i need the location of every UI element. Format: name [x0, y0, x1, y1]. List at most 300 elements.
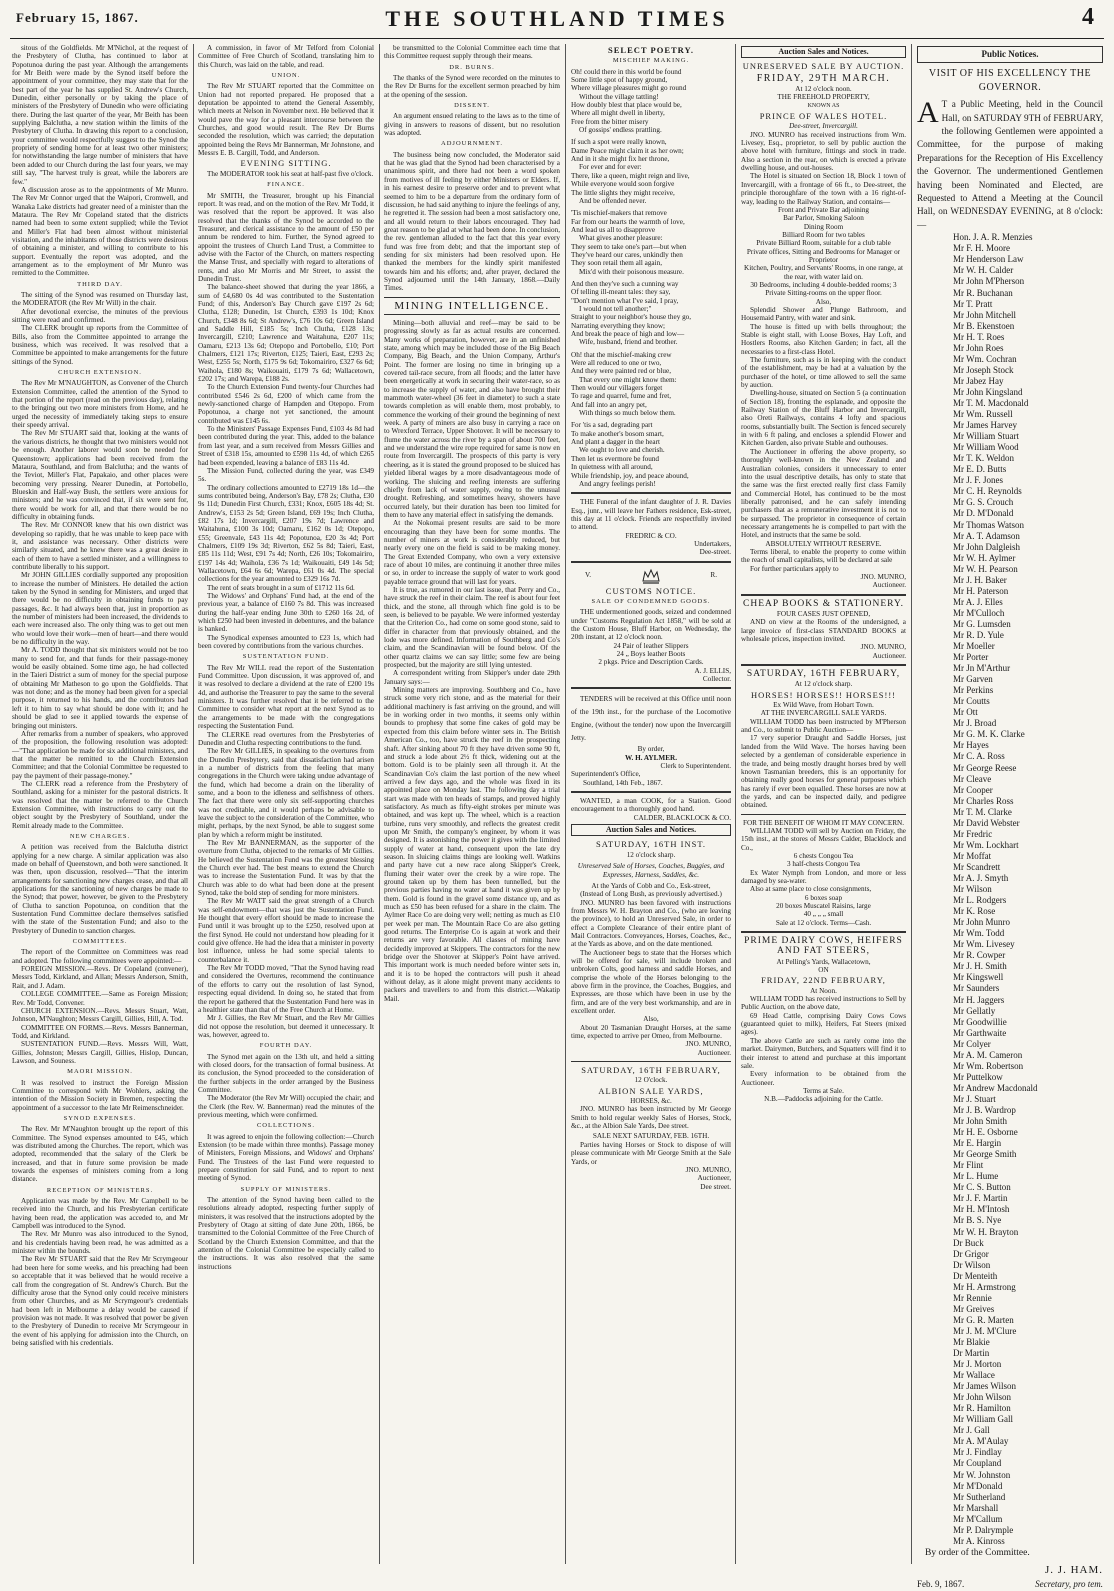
auction-also: Also, [643, 1015, 659, 1024]
room-item: Billiard Room for two tables [782, 230, 865, 239]
committee-member: Mr D. M'Donald [953, 508, 1014, 519]
cattle-body: WILLIAM TODD has received instructions to Sell by Public Auction, on the above date, [741, 995, 906, 1012]
paragraph: The Synodical expenses amounted to £23 1s, which had been covered by contributions from the various churches. [198, 633, 374, 651]
section-heading: RECEPTION OF MINISTERS. [46, 1186, 154, 1194]
paragraph: The Mission Fund, collected during the year, was £349 5s. [198, 466, 374, 484]
paragraph-group [12, 1125, 188, 1183]
paragraph: Mr SMITH, the Treasurer, brought up his Financial report. It was read, and on the motion of the Rev. Mr Todd, it was resolved that the report be approved. It was also resolved that the thanks of the Synod be accorded to the Treasurer, and clerical assistance to the amount of £50 per annum be rendered to him. Further, the Synod agreed to appoint the trustees of Church Land Trust, a Committee to advise with the Factor of the Church, on matters respecting the Manse Trust, and specially with regard to alterations of rents, and also Mr Morris and Mr Street, to assist the Dunedin Trust. [198, 191, 374, 283]
committee-member: Mr M'Donald [953, 1480, 1003, 1491]
committee-member: Mr A. J. Elles [953, 596, 1003, 607]
poem-line: And in it she might fix her throne, [571, 155, 670, 164]
paragraph-group [198, 82, 374, 157]
paragraph-group [12, 379, 188, 830]
committee-member: Mr T. Pratt [953, 298, 993, 309]
committee-member: Dr Wilson [953, 1259, 991, 1270]
poem-line: Where village pleasures might go round [571, 84, 687, 93]
paragraph: Mr J. Gillies, the Rev Mr Stuart, and the Rev Mr Gillies did not oppose the resolution, but deemed it unnecessary. It was, however, agreed to. [198, 1014, 374, 1039]
hotel-name: PRINCE OF WALES HOTEL. [759, 111, 888, 122]
customs-item: 24 Pair of leather Slippers [613, 641, 689, 650]
poem-line: And be offended never. [579, 196, 647, 205]
paragraph: A commission, in favor of Mr Telford from Colonial Committee of Free Church of Scotland, translating him to this Church, was laid on the table, and read. [198, 44, 374, 69]
section-heading: SELECT POETRY. [608, 45, 694, 55]
committee-member: Mr Moffat [953, 850, 992, 861]
committee-member: Mr Wm. Livesey [953, 939, 1015, 950]
poem-line: Far from our hearts the warmth of love, [571, 217, 685, 226]
section-heading: FINANCE. [267, 181, 305, 189]
sale-body: JNO. MUNRO has received instructions from Wm. Livesey, Esq., proprietor, to sell by public auction the above hotel with furniture, fittings and stock in trade. Also a section in the rear, on which is erected a private dwelling house, and out-houses. [741, 130, 906, 173]
poem-line: Were all reduced to one or two, [571, 359, 662, 368]
auction-subject: HORSES, &c. [630, 1097, 672, 1106]
paragraph: The CLERKE read overtures from the Presbyteries of Dunedin and Clutha respecting contributions to the fund. [198, 730, 374, 747]
committee-member: Mr G. M. K. Clarke [953, 729, 1025, 740]
benefit-item: 6 chests Congou Tea [793, 851, 854, 860]
benefit-body: Also at same place to close consignments, [750, 885, 872, 894]
committee-member: Mr William Stuart [953, 431, 1019, 442]
royal-arms-row [571, 567, 731, 585]
cattle-note: N.B.—Paddocks adjoining for the Cattle. [764, 1095, 883, 1104]
auction-next: SALE NEXT SATURDAY, FEB. 16TH. [592, 1132, 710, 1141]
committee-member: Mr B. Ekenstoen [953, 320, 1015, 331]
column-rule [911, 44, 912, 1564]
committee-member: Mr Scandrett [953, 861, 1001, 872]
poem-line: While everyone would soon forgive [571, 180, 675, 189]
masthead [10, 0, 1104, 40]
paragraph-group [198, 1053, 374, 1120]
committee-member: Mr Fredric [953, 828, 993, 839]
paragraph: The Rev. Mr CONNOR knew that his own district was developing so rapidly, that he was unable to keep pace with it, and assistance was necessary. Other districts were similarly situated, and he knew there was a great desire in each of them to have a settled minister, and a willingness to contribute liberally to his support. [12, 521, 188, 571]
paragraph: The CLERK brought up reports from the Committee of Bills, also from the Committee appointed to arrange the business, which was received. It was resolved that a Committee be appointed to make arrangements for the future sittings of the Synod. [12, 324, 188, 366]
poem-line: Dame Peace might claim it as her own; [571, 146, 684, 155]
paragraph: The Rev. Mr M'Naughton brought up the report of this Committee. The Synod expenses amounted to £45, which was distributed among the Churches. The report, which was adopted, recommended that the salary of the Clerk be increased, and that in future some provision be made towards the expenses of ministers coming from a long distance. [12, 1125, 188, 1184]
committee-member: Mr C. A. Ross [953, 751, 1005, 762]
poem-line: They seem to take one's part—but when [571, 242, 687, 251]
auction-time: 12 o'clock sharp. [626, 850, 676, 859]
committee-member: Mr David Webster [953, 817, 1020, 828]
paragraph: The Rev Mr STUART said that, looking at the wants of the various districts, he thought that two ministers would not be enough. Another laborer would soon be needed for Queenstown; applications had been received from the Mataura, Southland, and from Balclutha; and the wants of the Teviot, Miller's Flat, Papakaio, and other places were becoming very pressing. Nearer Dunedin, at Portobello, Blueskin and Half-way Bush, the settlers were anxious for ministers; and he was convinced that, if six were sent for, there would be work for all, and that there would be no difficulty in obtaining funds. [12, 429, 188, 521]
hotel-location: Dee-street, Invercargill. [789, 122, 858, 131]
poem-line: And lead us all to disapprove [571, 225, 656, 234]
poem-line: And break the peace of high and low— [571, 330, 685, 338]
committee-member: Mr J. Gall [953, 1425, 990, 1436]
customs-body: THE undermentioned goods, seized and condemned under "Customs Regulation Act 1858," will be sold at the Custom House, Bluff Harbor, on Wednesday, the 20th instant, at 12 o'clock noon. [571, 608, 731, 642]
poem-line: To make another's bosom smart, [571, 429, 664, 438]
sale-reserve: ABSOLUTELY WITHOUT RESERVE. [765, 539, 882, 548]
committee-member: Mr J. M. M'Clure [953, 1325, 1017, 1336]
benefit-items [741, 894, 906, 919]
committee-member: Mr F. H. Moore [953, 243, 1011, 254]
paragraph: An argument ensued relating to the laws as to the time of giving in answers to reasons of dissent, but no resolution was adopted. [384, 112, 560, 138]
cattle-heading: PRIME DAIRY COWS, HEIFERS [744, 936, 903, 947]
paragraph: FOREIGN MISSION.—Revs. Dr Copeland (convener), Messrs Todd, Kirkland, and Allan; Messrs Anderson, Smith, Rait, and J. Adam. [12, 965, 188, 990]
committee-member: Mr B. S. Nye [953, 1215, 1002, 1226]
paragraph-group [12, 1197, 188, 1347]
committee-member: Mr Thomas Watson [953, 519, 1024, 530]
committee-member: Mr John Kingsland [953, 386, 1023, 397]
sale-known: KNOWN AS [807, 102, 840, 109]
committee-member: Mr L. Hume [953, 1171, 999, 1182]
paragraph: To the Ministers' Passage Expenses Fund, £103 4s 8d had been contributed during the year. This, added to the balance from last year, and a sum received from Messrs Gillies and Street of £318 15s, amounted to £598 11s 4d, of which £265 had been expended, leaving a balance of £83 11s 4d. [198, 425, 374, 467]
notice-body-text: T a Public Meeting, held in the Council Hall, on SATURDAY 9TH of FEBRUARY, the following Gentlemen were appointed a Committee, for the purpose of making Preparations for the Reception of His Excellency the Governor. The undermentioned Gentlemen having been Nominated and Elected, are Requested to Attend a Meeting at the Council Hall, on WEDNESDAY EVENING, at 8 o'clock:— [917, 99, 1103, 230]
committee-member: Mr John Wilson [953, 1392, 1011, 1403]
paragraph: The sitting of the Synod was resumed on Thursday last, the MODERATOR (the Rev Mr Will) in the chair. [12, 290, 188, 308]
committee-member: Mr J. Stuart [953, 1093, 996, 1104]
paragraph: At the Nokomai present results are said to be more encouraging than they have been for some months. The number of miners at work is considerably reduced, but nearly every one on the field is said to be making money. The Great Extended Company, who own a very extensive race of about 10 miles, are continuing it another three miles or so, in order to increase the supply of water to work good payable terrace ground that will last for years. [384, 519, 560, 586]
committee-member: Mr Saunders [953, 983, 1000, 994]
benefit-body: Ex Water Nymph from London, and more or less damaged by sea-water. [741, 868, 906, 885]
paragraph-group [12, 44, 188, 278]
room-item: 30 Bedrooms, including 4 double-bedded rooms; 3 Private Sitting-rooms on the upper floor. [750, 280, 897, 298]
committee-member: Mr Wm. Lockhart [953, 839, 1019, 850]
benefit-item: 3 half-chests Congou Tea [786, 860, 861, 869]
committee-member: Mr T. K. Weldon [953, 453, 1015, 464]
room-item: Private Billiard Room, suitable for a club table [756, 239, 891, 248]
committee-member: Hon. J. A. R. Menzies [953, 232, 1033, 243]
column-4 [571, 44, 731, 1564]
benefit-body: WILLIAM TODD will sell by Auction on Friday, the 15th inst., at the stores of Messrs Calder, Blacklock and Co., [741, 826, 906, 852]
committee-member: Mr J. Findlay [953, 1447, 1002, 1458]
paragraph: The Widows' and Orphans' Fund had, at the end of the previous year, a balance of £160 7s 8d. This was increased during the half-year ending June 30th to £260 16s 2d, of which £250 had been invested in debentures, and the balance is banked. [198, 592, 374, 634]
paragraph-group [198, 44, 374, 69]
paragraph: Mining—both alluvial and reef—may be said to be progressing slowly as far as actual results are concerned. Many works of preparation, however, are in an unfinished state, among which may be included those of the Big Beach Company, Big Beach, and the Union Company, Arthur's Point. The former are losing no time in bringing up a covered tail-race secure, from all floods; and the latter have been energetically at work in securing their water-race, so as to increase the supply of water, and also have brought their mammoth water-wheel (36 feet in diameter) to such a state towards completion as will enable them, most probably, to commence the working of their ground the beginning of next week. A party of miners are also busy in carrying a race on to Wrexford Terrace, Upper Shotover. It will be necessary to flume the water across the river by a span of about 700 feet, and we understand the wire rope required for same is now en route from Invercargill. The prospects of this party is very cheering, as it is stated the ground proposed to be sluiced has yielded liberal wages by a more disadvantageous mode of working. The sluicing and reefing interests are suffering chiefly from lack of water supply, owing to the unusual drought. Refreshing, and sometimes heavy, showers have occurred lately, but their duration has been too limited for them to have any material effect in satisfying the demands. [384, 318, 560, 519]
poem-line: They've heard our cares, unkindly then [571, 250, 683, 259]
paragraph-group [198, 1196, 374, 1271]
notice-date: Feb. 9, 1867. [917, 1578, 965, 1589]
poem-line: And plant a dagger in the heart [571, 438, 661, 447]
funeral-signature: Undertakers, [694, 539, 731, 548]
funeral-signature: Dee-street. [699, 548, 731, 557]
auction-date: SATURDAY, 16TH INST. [595, 839, 707, 850]
committee-list [917, 232, 1103, 1547]
committee-member: Mr M'Culloch [953, 607, 1005, 618]
sale-body: Dwelling-house, situated on Section 5 (a continuation of Section 18), fronting the esplanade, and opposite the Railway Station of the Bluff Harbor and Invercargill, also Oreti Railways, contains 4 lofty and spacious rooms, substantially built. The Section is fenced securely in with 6 ft paling, and encloses a splendid Flower and Kitchen Garden, also private Stable and outhouses. [741, 389, 906, 448]
committee-member: Mr Wm. Todd [953, 928, 1005, 939]
committee-member: Mr A. M'Aulay [953, 1436, 1009, 1447]
cattle-time: At Noon. [810, 986, 837, 995]
committee-member: Dr Menteith [953, 1270, 998, 1281]
committee-member: Mr G. R. Marten [953, 1314, 1014, 1325]
customs-heading: CUSTOMS NOTICE. [605, 585, 697, 596]
customs-signature: Collector. [702, 675, 731, 684]
column-6 [917, 44, 1103, 1589]
paragraph: The Rev Mr STUART said that the Rev Mr Scrymgeour had been here for some weeks, and his preaching had been so acceptable that it was believed that he would receive a call from the congregation of St. Andrew's Church. But the difficulty arose that the Synod only could receive ministers from other Churches, and as Mr Scrymgeour's credentials had been left in Melbourne a delay would be caused if provision was not made. It was resolved that power be given to the Presbytery of Dunedin to receive Mr Scrymgeour in the event of his applying for admission into the Church, on being satisfied with his credentials. [12, 1255, 188, 1347]
horses-venue: AT THE INVERCARGILL SALE YARDS. [760, 709, 887, 718]
committee-member: Mr R. D. Yule [953, 629, 1004, 640]
committee-member: Mr Rennie [953, 1292, 992, 1303]
committee-member: Mr Sutherland [953, 1491, 1006, 1502]
committee-member: Mr J. H. Smith [953, 961, 1007, 972]
committee-member: Mr Charles Ross [953, 795, 1014, 806]
paragraph: It was agreed to enjoin the following collection:—Church Extension (to be made within three months). Passage money of Ministers, Foreign Missions, and Widows' and Orphans' Fund. The Trustees of the last Fund were requested to prepare constitution for said Fund, and to report to next meeting of Synod. [198, 1132, 374, 1183]
cattle-terms: Terms at Sale. [803, 1086, 844, 1095]
vr-left: V. [585, 571, 592, 580]
paragraph: The Moderator (the Rev Mr Will) occupied the chair; and the Clerk (the Rev. W. Bannerman) read the minutes of the previous meeting, which were confirmed. [198, 1094, 374, 1119]
paragraph-group [12, 1079, 188, 1112]
room-item: Bar Parlor, Smoking Saloon [783, 214, 864, 223]
cattle-body: Every information to be obtained from the Auctioneer. [741, 1070, 906, 1087]
committee-member: Dr Grigor [953, 1248, 989, 1259]
poem-line: The little slights they might receive, [571, 188, 675, 197]
committee-member: Mr R. Hamilton [953, 1403, 1011, 1414]
section-heading: ADJOURNMENT. [441, 140, 503, 148]
paragraph: The ordinary collections amounted to £2719 18s 1d—the sums contributed being, Anderson's Bay, £78 2s; Clutha, £30 9s 11d; Dunedin First Church, £331; Knox, £605 18s 4d; St. Andrew's, £153 2s 5d; Green Island, £69 19s; Inch Clutha, £82 17s 1d; Invercargill, £207 19s 7d; Lawrence and Waitahuna, £100 3s 10d; Oamaru, £162 0s 1d; Otepopo, £55; Greenvale, £43 11s 4d; Popotunoa, £20 3s 4d; Port Chalmers, £109 19s 3d; Riverton, £62 5s 8d; Taieri, East, £85 11s 11d; West, £91 7s 4d; North, £26 10s; Tokomairiro, £197 14s 4d; Waihola, £36 7s 1d; Waikouaiti, £49 14s 5d; Wallacetown, £64 6s 6d; Warepa, £61 0s 4d. The special collections for the year amounted to £329 16s 7d. [198, 483, 374, 584]
benefit-item: 40 „ „ „ small [803, 910, 844, 919]
paragraph: Mr JOHN GILLIES cordially supported any proposition to increase the number of Ministers. He detailed the action taken by the Synod in sending for Ministers, and urged that there would be no difficulty in obtaining funds to pay passages, &c. It had always been that, just in proportion as the number of ministers had been increased, the dividends to each were increased also. The only thing was to get out men who would love their work—men of heart—and there would be no difficulty in the way. [12, 571, 188, 647]
committee-member: Mr John Smith [953, 1116, 1008, 1127]
section-heading: CHURCH EXTENSION. [58, 369, 142, 377]
benefit-item: 20 boxes Muscatel Raisins, large [776, 902, 871, 910]
committee-member: Mr H. M'Intosh [953, 1204, 1010, 1215]
poem-line: What gives another pleasure: [579, 234, 663, 243]
room-item: Private offices, Sitting and Bedrooms for Manager or Proprietor [746, 247, 901, 264]
poem-line: They soon retail them all again, [571, 259, 663, 268]
poem-line: Then let us evermore be found [571, 454, 660, 463]
committee-member: Mr T. M. Macdonald [953, 397, 1029, 408]
books-heading: CHEAP BOOKS & STATIONERY. [743, 598, 904, 609]
vr-right: R. [710, 571, 717, 580]
paragraph: It was resolved to instruct the Foreign Mission Committee to correspond with Mr Wohlers, asking the intention of the Mission Society in Bremen, respecting the appointment of a successor to the late Mr Reimenschneider. [12, 1078, 188, 1112]
notice-body [917, 98, 1103, 232]
poem-line: Narrating everything they know; [571, 321, 666, 330]
paragraph: Mr A. TODD thought that six ministers would not be too many to send for, and that funds for their passage-money would be easily obtained. Some time ago, he had collected in the Taieri District a sum of money for the special purpose of obtaining Mr Matheson to go upon the Goldfields. That was not done; and as the money had been given for a special purpose, it returned to his hands, and the contributors had left it to him to say what should be done with it; and he should be glad to see it applied towards the expense of bringing out ministers. [12, 646, 188, 730]
cattle-body: The above Cattle are such as rarely come into the market. Dairymen, Butchers, and Squatters will find it to their interest to attend and purchase at this important sale. [741, 1036, 906, 1070]
paragraph: The thanks of the Synod were recorded on the minutes to the Rev Dr Burns for the excellent sermon preached by him at the opening of the session. [384, 74, 560, 99]
sale-particulars: For further particulars apply to [750, 564, 839, 573]
sale-signature: Auctioneer. [872, 581, 906, 590]
column-rule [379, 44, 380, 1564]
committee-member: Mr Marshall [953, 1502, 999, 1513]
column-2 [198, 44, 374, 1564]
poem-line: Oh! that the mischief-making crew [571, 350, 672, 359]
committee-member: Mr Wm. Robertson [953, 1060, 1024, 1071]
benefit-heading: FOR THE BENEFIT OF WHOM IT MAY CONCERN. [742, 818, 905, 827]
sale-body: The Hotel is situated on Section 18, Block 1 town of Invercargill, with a frontage of 66 ft., to Dee-street, the principle thoroughfare of the town with a 16 right-of-way, leading to the Railway Station, and contains— [741, 172, 906, 206]
paragraph: Mining matters are improving. Southberg and Co., have struck some very rich stone, and as the material for their additional machinery is fast arriving on the ground, and will be in working order in two months, it seems only within bounds to prophesy that some fine cakes of gold may be expected from this claim before winter sets in. The British American Co., too, have struck the reef in the prospecting shaft. After sinking about 70 ft they have driven some 90 ft, and struck a lode about 2½ ft thick, widening out at the bottom. Gold is to be plainly seen all through it. At the Scandinavian Co's claim the last portion of the new wheel arrived a few days ago, and the whole was fixed in its appointed place on Monday last. The following day a trial start was made with ten heads of stamps, and proved highly satisfactory. As much as fifty-eight strokes per minute was obtained, and was kept up. The wheel, which is a reaction turbine, runs very smoothly, and reflects the greatest credit upon Mr Smith, the company's engineer, by whom it was designed. It is astonishing the power it gives with the limited supply of water at hand, consequent upon the late dry season. In sluicing claims things are looking well. Watkins and party have cut a new race along Skipper's Creek, fluming their water over the creek by a wire rope. The ground taken up by them has been tunnelled, but the previous parties having no water at hand it was given up by them. Gold is found in the gravel some distance up, and as much as £50 has been refused for a share in the claim. The Aylmer Race Co are doing very well; netting as much as £10 per week per man. The Mountain Race Co are also getting good returns. The Enterprise Co is again at work and their returns are very favorable. All classes of mining have decidedly improved at Skippers. The contractors for the new bridge over the Shotover at Skipper's Point have arrived. This important work is much needed before winter sets in, and it is to be hoped the contractors will push it ahead without delay, as it alone might prevent many accidents to packers and travellers to and from this district.—Wakatip Mail. [384, 686, 560, 1003]
poem-line: If such a spot were really known, [571, 138, 667, 147]
public-notices-heading: Public Notices. [917, 46, 1103, 63]
committee-member: Mr James Harvey [953, 420, 1017, 431]
tenders-signature: Clerk to Superintendent. [660, 762, 731, 771]
poem-line: Where all might dwell in liberty, [571, 109, 665, 118]
benefit-items [741, 852, 906, 869]
committee-member: Mr Garthwaite [953, 1027, 1007, 1038]
committee-member: Mr A. Kinross [953, 1535, 1005, 1546]
auction-venue: At the Yards of Cobb and Co., Esk-street, [591, 881, 711, 890]
committee-member: Mr A. J. Smyth [953, 873, 1009, 883]
horses-body: WILLIAM TODD has been instructed by M'Pherson and Co., to submit to Public Auction— [741, 717, 906, 735]
paragraph: The Synod met again on the 13th ult, and held a sitting with closed doors, for the transaction of formal business. At its conclusion, the Synod proceeded to the consideration of the further subjects in the order arranged by the Business Committee. [198, 1052, 374, 1094]
paragraph-group [384, 319, 560, 1003]
committee-member: Mr W. H. Calder [953, 265, 1014, 276]
committee-member: Mr John Roes [953, 342, 1004, 353]
paragraph: The Rev Mr WILL read the report of the Sustentation Fund Committee. Upon discussion, it was approved of, and it was resolved to declare a dividend at the rate of £200 19s 4d, and authorise the Treasurer to pay the same to the several ministers. It was further resolved that it be referred to the Committee to consider what report at the next Synod as to the arrangements to be made with the congregations respecting the Sustentation Fund. [198, 663, 374, 731]
section-heading: DISSENT. [454, 102, 490, 110]
paragraph: To the Church Extension Fund twenty-four Churches had contributed £546 2s 6d, £200 of which came from the newly-sanctioned charge of Hampden and Otepopo. From Popotunoa, a charge not yet sanctioned, the amount contributed was £145 6s. [198, 383, 374, 425]
auction-body: The Auctioneer begs to state that the Horses which will be offered for sale, will include broken and unbroken Colts, good harness and saddle Horses, and comprise the whole of the Horses belonging to the above firm in the province, the Coaches, Buggies, and Expresses, are those which have been in use by the firm, and are of the very best workmanship, and are in excellent order. [571, 948, 731, 1015]
auction-date: SATURDAY, 16TH FEBRUARY, [581, 1065, 721, 1076]
books-body: AND on view at the Rooms of the undersigned, a large invoice of first-class STANDARD BOOKS at wholesale prices, inspection invited. [741, 618, 906, 644]
cattle-date: FRIDAY, 22ND FEBRUARY, [761, 975, 886, 986]
rule [741, 594, 906, 596]
poem-line: And they were painted red or blue, [571, 367, 671, 376]
room-item: Front and Private Bar adjoining [777, 205, 870, 214]
rule [571, 561, 731, 563]
paragraph: It is true, as rumored in our last issue, that Perry and Co., have struck the reef in their claim. The reef is about four feet thick, and the stone, all through which fine gold is to be seen, is believed to be payable. We were informed yesterday that the Criterion Co., had come on some good stone, said to differ in character from that previously obtained, and the lode was more defined. Information of Southberg and Co's claim, and the Scandinavian will be found below. Of the other quartz claims we can say little; some few are being prospected, but the majority are still lying untested. [384, 585, 560, 670]
tenders-by: By order, [637, 745, 665, 754]
paragraph: A petition was received from the Balclutha district applying for a new charge. A similar application was also made on behalf of Queenstown, and both were sanctioned. It was then, upon discussion, resolved—"That the interim arrangements for sanctioning new charges cease, and that all applications for the sanctioning of new charges be made to the Synod; that power, however, be given to the Presbytery of Clutha to sanction Popotunoa, on condition that the Sustentation Fund Committee declare themselves satisfied with the state of the Sustentation Fund; and also to the Presbytery of Dunedin to sanction charges. [12, 843, 188, 935]
committee-member: Mr Moeller [953, 641, 995, 652]
poem-line: Of telling ill-meant tales: they say, [571, 288, 671, 297]
section-heading: FOURTH DAY. [259, 1042, 313, 1050]
auction-signature: JNO. MUNRO, [685, 1165, 731, 1174]
poem-line: And fall into an angry pet, [571, 400, 647, 409]
poem-line: Straight to your neighbor's house they go, [571, 313, 692, 322]
customs-signature: A. J. ELLIS, [694, 666, 731, 675]
auction-time: 12 O'clock. [634, 1076, 668, 1085]
auction-signature: Auctioneer. [697, 1048, 731, 1057]
paragraph-group [384, 44, 560, 61]
section-heading: SUSTENTATION FUND. [242, 653, 330, 661]
paragraph: CHURCH EXTENSION.—Revs. Messrs Stuart, Watt, Johnson, M'Naughton; Messrs Cargill, Gillies, Hill, A. Tod. [12, 1006, 188, 1024]
poem [571, 68, 731, 489]
auction-heading: Auction Sales and Notices. [741, 46, 906, 58]
paragraph: The balance-sheet showed that during the year 1866, a sum of £4,680 0s 4d was contributed to the Sustentation Fund; of this, Anderson's Bay Church gave £197 2s 6d; Clutha, £128; Dunedin, 1st Church, £393 1s 10d; Knox Church, £348 8s 6d; St Andrew's, £76 10s 6d; Green Island and Saddle Hill, £185 5s; Inch Clutha, £128 13s; Invercargill, £210; Lawrence and Waitahuna, £207 11s; Oamaru, £213 13s 6d; Otepopo and Portobello, £10; Port Chalmers, £121 17s; Riverton, £125; Taieri, East, £293 2s; West, £255 5s; North, £175 9s 6d; Tokomairiro, £327 6s 6d; Waihola, £180 8s; Waikouaiti, £179 7s 6d; Wallacetown, £202 17s; and Warepa, £188 2s. [198, 283, 374, 384]
committee-member: Mr T. M. Clarke [953, 806, 1012, 817]
auction-title: Unreserved Sale of Horses, Coaches, Buggies, and Expresses, Harness, Saddles, &c. [577, 862, 725, 879]
section-heading: MAORI MISSION. [67, 1068, 133, 1076]
poem-line: How doubly blest that place would be, [571, 101, 682, 110]
poem-line: For 'tis a sad, degrading part [571, 421, 653, 430]
section-heading: EVENING SITTING. [240, 158, 332, 169]
committee-member: Mr Coupland [953, 1458, 1002, 1469]
committee-member: Mr E. Hargin [953, 1138, 1002, 1149]
poem-line: That every one might know them: [579, 375, 677, 384]
auction-body: Parties having Horses or Stock to dispose of will please communicate with Mr George Smith at the Sale Yards, or [571, 1140, 731, 1166]
committee-member: Mr Cleave [953, 773, 992, 784]
committee-member: Mr E. D. Butts [953, 464, 1007, 475]
room-list [741, 206, 906, 298]
books-subheading: FOUR CASES JUST OPENED, [776, 610, 871, 618]
cattle-body: 69 Head Cattle, comprising Dairy Cows Cows (guaranteed quiet to milk), Heifers, Fat Steers (mixed ages). [741, 1011, 906, 1037]
section-heading: MINING INTELLIGENCE. [394, 299, 550, 312]
committee-member: Mr R. Buchanan [953, 287, 1013, 298]
committee-member: Mr Jabez Hay [953, 375, 1004, 386]
paragraph: A correspondent writing from Skipper's under date 29th January says:— [384, 669, 560, 686]
poem-line: Without the village tattling! [579, 92, 659, 101]
committee-member: Mr Gellatly [953, 1005, 996, 1016]
sale-body: The Auctioneer in offering the above property, so thoroughly well-known in the New Zealand and Australian colonies, considers it unnecessary to enter into the usual descriptive details, has only to state that the same was the first erected really first class Family and Commercial Hotel, has continued to be the most liberally patronised, and he can safely intending purchasers that as a remunerative investment it is not to be surpassed. The proprietor in consequence of certain necessary arrangements he is compelled to part with the Hotel, and instructs that the same be sold. [741, 447, 906, 540]
committee-member: Mr J. Broad [953, 718, 997, 729]
tenders-notice: TENDERS will be received at this Office until noon of the 19th inst., for the purchase of the Locomotive Engine, (without the tender) now upon the Invercargill Jetty. [571, 695, 731, 743]
section-heading: THIRD DAY. [77, 280, 123, 288]
auction-body: JNO. MUNRO has been instructed by Mr George Smith to hold regular weekly Sales of Horses, Stock, &c., at the Albion Sale Yards, Dee street. [571, 1105, 731, 1131]
column-rule [193, 44, 194, 1564]
committee-member: Mr Henderson Law [953, 254, 1024, 265]
committee-member: Mr John Dalgleish [953, 541, 1020, 552]
committee-member: Mr William Gall [953, 1414, 1013, 1425]
committee-member: Mr Ott [953, 707, 978, 718]
paragraph-group [198, 170, 374, 178]
paragraph: sitous of the Goldfields. Mr M'Nichol, at the request of the Presbytery of Clutha, has continued to labor at Popotunoa during the past year. Although the arrangements for Mr Beith were made by the Synod itself before the appointment of your committee, they may state that for the best part of the year he has supplied St. Andrew's Church, Dunedin, either personally or by taking the place of ministers of the Presbytery of Dunedin who were officiating there. During the last quarter of the year, Mr Beith has been supplying Balclutha, a new station within the limits of the Presbytery of Clutha. In drawing this report to a conclusion, your committee would respectfully suggest to the Synod the propriety of sending home for at least two other ministers; for notwithstanding the large number of ministers that have been added to our Church during the last four years, we may still say, "The harvest truly is great, while the laborers are few." [12, 44, 188, 186]
sale-subject: THE FREEHOLD PROPERTY, [777, 93, 870, 102]
poem-line: Some little spot of happy ground, [571, 76, 668, 85]
paragraph: be transmitted to the Colonial Committee each time that this Committee request supply through their means. [384, 44, 560, 61]
notice-title: VISIT OF HIS EXCELLENCY THE [928, 68, 1092, 80]
committee-member: Mr George Smith [953, 1149, 1017, 1160]
committee-member: Mr J. H. Baker [953, 574, 1007, 585]
paragraph: The business being now concluded, the Moderator said that he was glad that the Synod had been characterised by a unanimous spirit, and there had not been a word spoken from motives of ill feeling by either Ministers or Elders. If, in his earnest desire to preserve order and to prevent what seemed to him to be a departure from the ordinary form of discussion, he had said anything to injure the feelings of any, he regretted it. The session had been a most satisfactory one, and all would return to their labors encouraged. They had great reason to be glad at what had been done. In conclusion, the rev. gentleman alluded to the fact that this year every fund was free from debt; and that the important step of sending for six ministers had been resolved upon. He thanked the members for the kindly spirit manifested towards him and his efforts; and, after prayer, declared the Synod adjourned until the 14th January, 1868.—Daily Times. [384, 150, 560, 293]
committee-member: Mr W. H. Brayton [953, 1226, 1019, 1237]
committee-member: Mr H. T. Roes [953, 331, 1005, 342]
auction-signature: JNO. MUNRO, [685, 1040, 731, 1049]
committee-member: Mr James Wilson [953, 1381, 1016, 1392]
tenders-signature: W. H. AYLMER. [625, 753, 677, 762]
paragraph-group [198, 192, 374, 651]
committee-member: Mr H. Paterson [953, 585, 1009, 596]
committee-member: Mr C. S. Button [953, 1182, 1011, 1193]
rule [741, 664, 906, 666]
auction-venue: ALBION SALE YARDS, [598, 1085, 704, 1096]
paragraph: The CLERK read a reference from the Presbytery of Southland, asking for a minister for the pastoral districts. It was resolved that the matter be referred to the Church Extension Committee, with instructions to carry out the object sought by the Presbytery of Southland, under the Remit already made to the Committee. [12, 779, 188, 830]
committee-member: Dr Buck [953, 1237, 984, 1248]
paragraph-group [12, 948, 188, 1065]
committee-member: Mr Wm. Cochran [953, 353, 1017, 364]
funeral-notice: THE Funeral of the infant daughter of J. R. Davies Esq., junr., will leave her Fathers residence, Esk-street, this day at 11 o'clock. Friends are respectfully invited to attend. [571, 498, 731, 532]
committee-member: Mr A. T. Adamson [953, 530, 1020, 541]
paragraph: The rent of seats brought in a sum of £1712 11s 6d. [207, 583, 355, 592]
paragraph-group [384, 112, 560, 137]
paragraph-group [198, 1133, 374, 1183]
poem-line: With things so much below them. [579, 409, 676, 418]
paragraph-group [12, 843, 188, 935]
paragraph: After remarks from a number of speakers, who approved of the proposition, the following resolution was adopted:—"That application be made for six additional ministers, and that the matter be remitted to the Church Extension Committee; and that the Colonial Committee be requested to pay the payment of their passage-money." [12, 729, 188, 780]
section-heading: NEW CHARGES. [69, 832, 131, 840]
column-1 [12, 44, 188, 1564]
committee-member: Dr Martin [953, 1348, 990, 1359]
committee-member: Mr H. Armstrong [953, 1281, 1016, 1292]
room-item: Kitchen, Poultry, and Servants' Rooms, in one range, at the rear, with water laid on. [744, 264, 903, 281]
paragraph: COMMITTEE ON FORMS.—Revs. Messrs Bannerman, Todd, and Kirkland. [12, 1023, 188, 1040]
funeral-signature: FREDRIC & CO. [625, 531, 677, 540]
poem-line: Oh! could there in this world be found [571, 67, 682, 76]
committee-member: Mr G. Lumsden [953, 618, 1011, 629]
section-heading: SUPPLY OF MINISTERS. [240, 1185, 332, 1193]
cattle-heading: AND FAT STEERS, [776, 946, 871, 957]
notice-title: GOVERNOR. [978, 81, 1042, 93]
tenders-office: Superintendent's Office, [571, 770, 641, 779]
paragraph: The Rev Mr TODD moved, "That the Synod having read and considered the Overtures, recommend the continuance of the efforts to carry out the resolution of last Synod, respecting equal dividend. In doing so, he stated that from the report he gathered that the Sustentation Fund here was in a healthier state than that of the Free Church at Home. [198, 964, 374, 1014]
customs-items [571, 642, 731, 667]
committee-member: Mr R. Cowper [953, 950, 1006, 961]
committee-member: Mr Hayes [953, 740, 989, 751]
masthead-rule [10, 38, 1104, 39]
committee-member: Mr John M'Pherson [953, 276, 1025, 287]
committee-member: Mr Cooper [953, 784, 993, 795]
paragraph: A discussion arose as to the appointments of Mr Munro. The Rev Mr Connor urged that the Waipori, Cromwell, and Wanaka Lake districts had greater need of a minister than the Mataura. The Rev Mr Copeland stated that the districts named had been to some extent supplied; while the Teviot and Miller's Flat had been almost without ministerial visitation, and the inhabitants of those districts were desirous of obtaining a minister, and willing to contribute to his support. Eventually the report was adopted, and the arrangement as to the employment of Mr Munro was remitted to the Committee. [12, 185, 188, 278]
paragraph: The attention of the Synod having been called to the resolutions already adopted, respecting further supply of ministers, it was resolved that the instructions adopted by the Presbytery of Otago at sitting of date June 20th, 1866, be transmitted to the Colonial Committee of the Free Church of Scotland by the Church Extension Committee, and that the attention of the Colonial Committee be especially called to the instructions. It was also resolved that the same instructions [198, 1196, 374, 1271]
paragraph: Application was made by the Rev. Mr Campbell to be received into the Church, and his Presbyterian certificate having been read, the application was acceded to, and Mr Campbell was introduced to the Synod. [12, 1197, 188, 1231]
poem-line: For ever and for ever: [579, 163, 642, 172]
committee-member: Mr Kingswell [953, 972, 1004, 983]
newspaper-title: THE SOUTHLAND TIMES [385, 6, 729, 31]
section-heading: COMMITTEES. [72, 938, 128, 946]
benefit-item: 6 boxes soap [804, 893, 843, 902]
horses-heading: HORSES! HORSES!! HORSES!!! [750, 689, 896, 700]
drop-cap: A [917, 96, 939, 130]
poem-line: And angry feelings perish! [579, 479, 656, 488]
committee-member: Mr Andrew Macdonald [953, 1082, 1038, 1093]
committee-member: Mr Wilson [953, 884, 992, 895]
committee-member: Mr Joseph Stock [953, 364, 1014, 375]
